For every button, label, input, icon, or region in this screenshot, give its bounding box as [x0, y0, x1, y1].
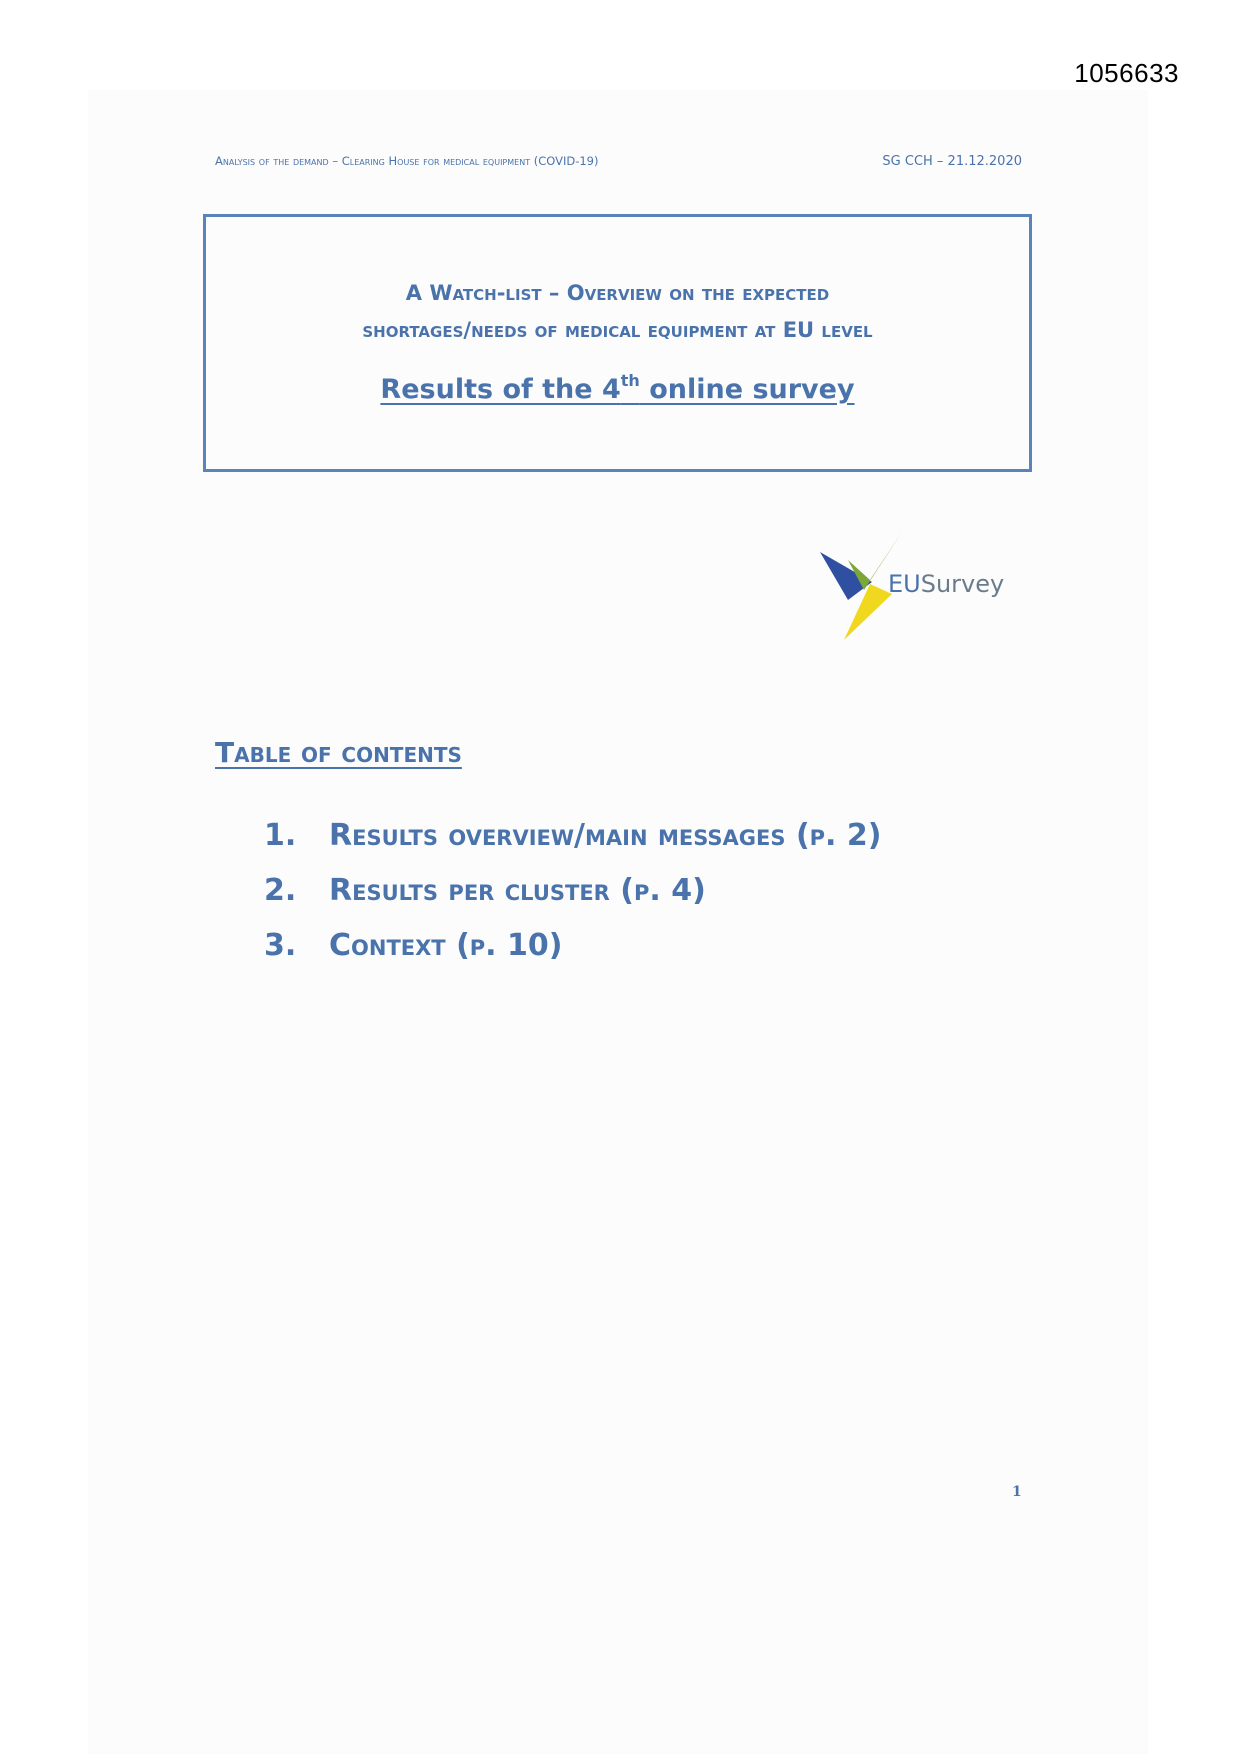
header-date: SG CCH – 21.12.2020: [882, 154, 1022, 169]
subtitle-start: Results of the 4: [380, 374, 621, 405]
toc-item-results-overview[interactable]: [264, 808, 881, 863]
toc-item-number: 3.: [264, 928, 297, 963]
running-header: [215, 154, 1022, 169]
toc-item-context[interactable]: [264, 918, 881, 973]
toc-item-number: 1.: [264, 818, 297, 853]
toc-item-label: Context (p. 10): [329, 928, 563, 963]
title-line-2: shortages/needs of medical equipment at EU level: [362, 318, 873, 342]
subtitle-end: online survey: [639, 374, 855, 405]
subtitle-superscript: th: [620, 371, 640, 390]
title-line-1: A Watch-list – Overview on the expected: [405, 281, 830, 305]
document-id: 1056633: [1074, 58, 1179, 88]
title-box: [203, 214, 1032, 472]
toc-item-label: Results overview/main messages (p. 2): [329, 818, 882, 853]
table-of-contents: [264, 808, 881, 973]
toc-item-number: 2.: [264, 873, 297, 908]
eusurvey-logo: [820, 532, 1020, 644]
logo-text: [888, 570, 1004, 598]
toc-heading: Table of contents: [215, 736, 462, 769]
toc-item-label: Results per cluster (p. 4): [329, 873, 706, 908]
logo-text-eu: EU: [888, 570, 921, 598]
toc-item-results-per-cluster[interactable]: [264, 863, 881, 918]
logo-text-survey: Survey: [920, 570, 1005, 598]
header-title: Analysis of the demand – Clearing House for medical equipment (COVID-19): [215, 154, 599, 168]
page-number: 1: [1012, 1484, 1022, 1500]
document-subtitle: [206, 371, 1029, 405]
document-title: [206, 275, 1029, 349]
